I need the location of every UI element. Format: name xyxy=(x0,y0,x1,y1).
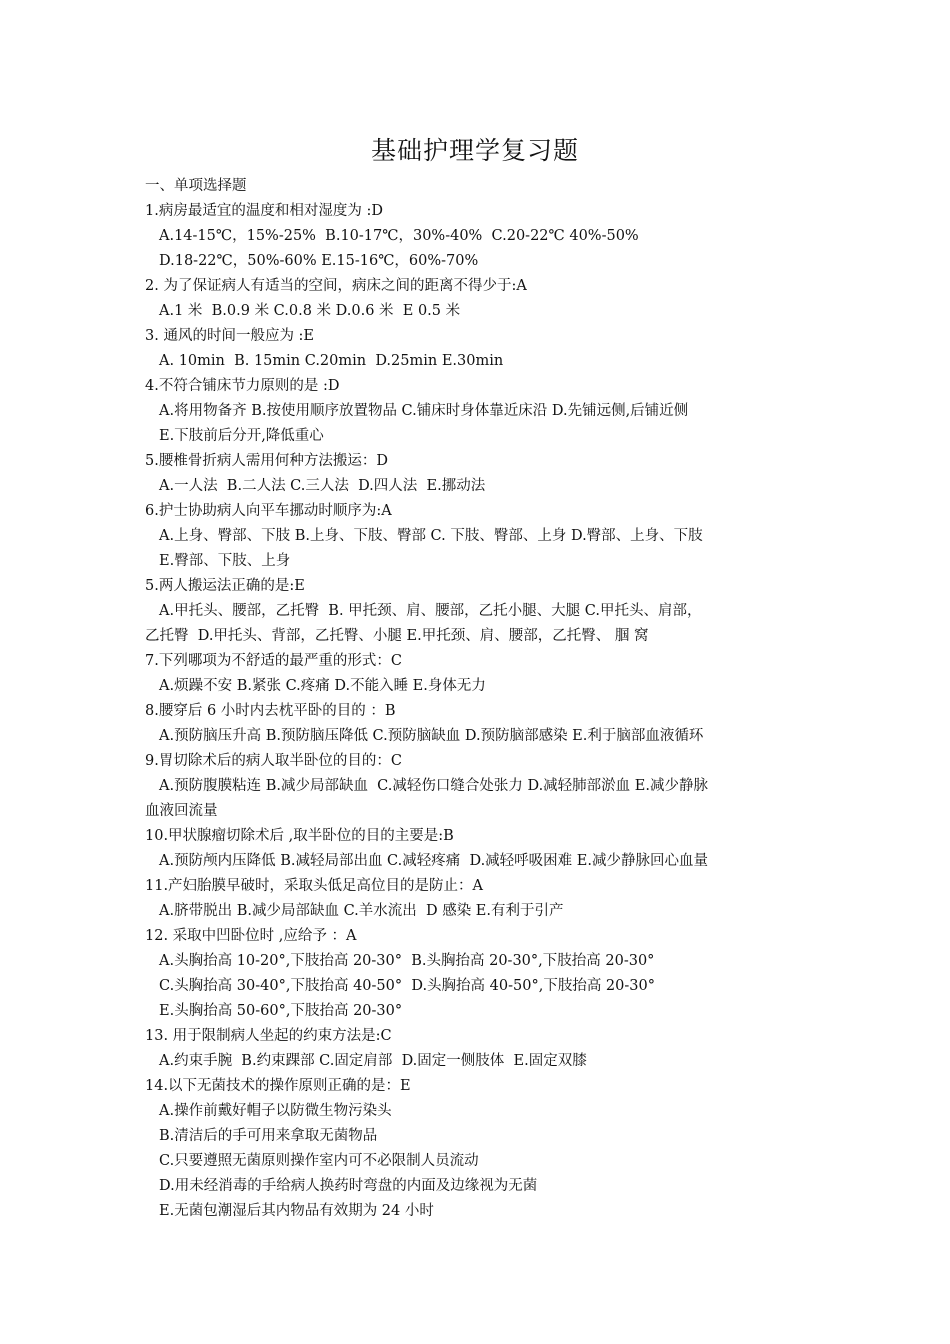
text-line: A.1 米 B.0.9 米 C.0.8 米 D.0.6 米 E 0.5 米 xyxy=(159,303,461,319)
text-line: E.头胸抬高 50-60°,下肢抬高 20-30° xyxy=(159,1003,403,1019)
text-line: A.预防腹膜粘连 B.减少局部缺血 C.减轻伤口缝合处张力 D.减轻肺部淤血 E.减少静脉 xyxy=(159,778,708,794)
document-body xyxy=(145,174,825,1224)
text-line: 5.腰椎骨折病人需用何种方法搬运：D xyxy=(145,453,388,469)
text-line: C.只要遵照无菌原则操作室内可不必限制人员流动 xyxy=(159,1153,479,1169)
text-line: 12. 采取中凹卧位时 ,应给予 ：A xyxy=(145,928,357,944)
text-line: A.脐带脱出 B.减少局部缺血 C.羊水流出 D 感染 E.有利于引产 xyxy=(159,903,564,919)
text-line: A.烦躁不安 B.紧张 C.疼痛 D.不能入睡 E.身体无力 xyxy=(159,678,486,694)
text-line: 10.甲状腺瘤切除术后 ,取半卧位的目的主要是:B xyxy=(145,828,454,844)
text-line: A.上身、臀部、下肢 B.上身、下肢、臀部 C. 下肢、臀部、上身 D.臀部、上身、下肢 xyxy=(159,528,703,544)
text-line: A.约束手腕 B.约束踝部 C.固定肩部 D.固定一侧肢体 E.固定双膝 xyxy=(159,1053,587,1069)
text-line: D.用未经消毒的手给病人换药时弯盘的内面及边缘视为无菌 xyxy=(159,1178,538,1194)
text-line: 8.腰穿后 6 小时内去枕平卧的目的 ：B xyxy=(145,703,396,719)
text-line: E.无菌包潮湿后其内物品有效期为 24 小时 xyxy=(159,1203,434,1219)
text-line: 2. 为了保证病人有适当的空间，病床之间的距离不得少于:A xyxy=(145,278,527,294)
text-line: 5.两人搬运法正确的是:E xyxy=(145,578,305,594)
text-line: A.头胸抬高 10-20°,下肢抬高 20-30° B.头胸抬高 20-30°,下肢抬高 20-30° xyxy=(159,953,655,969)
page-title: 基础护理学复习题 xyxy=(370,136,579,165)
text-line: A.一人法 B.二人法 C.三人法 D.四人法 E.挪动法 xyxy=(159,478,486,494)
text-line: A.预防脑压升高 B.预防脑压降低 C.预防脑缺血 D.预防脑部感染 E.利于脑部血液循环 xyxy=(159,728,704,744)
text-line: D.18-22℃，50%-60% E.15-16℃，60%-70% xyxy=(159,253,479,269)
text-line: C.头胸抬高 30-40°,下肢抬高 40-50° D.头胸抬高 40-50°,下肢抬高 20-30° xyxy=(159,978,655,994)
text-line: 9.胃切除术后的病人取半卧位的目的：C xyxy=(145,753,402,769)
text-line: A.14-15℃，15%-25% B.10-17℃，30%-40% C.20-22℃ 40%-50% xyxy=(159,228,639,244)
text-line: 13. 用于限制病人坐起的约束方法是:C xyxy=(145,1028,392,1044)
text-line: 乙托臀 D.甲托头、背部，乙托臀、小腿 E.甲托颈、肩、腰部，乙托臀、 腘 窝 xyxy=(145,628,649,644)
text-line: B.清洁后的手可用来拿取无菌物品 xyxy=(159,1128,378,1144)
text-line: 7.下列哪项为不舒适的最严重的形式：C xyxy=(145,653,402,669)
text-line: 4.不符合铺床节力原则的是 :D xyxy=(145,378,340,394)
text-line: 血液回流量 xyxy=(145,803,218,819)
text-line: 11.产妇胎膜早破时，采取头低足高位目的是防止：A xyxy=(145,878,484,894)
text-line: 3. 通风的时间一般应为 :E xyxy=(145,328,315,344)
text-line: A.操作前戴好帽子以防微生物污染头 xyxy=(159,1103,392,1119)
text-line: A.将用物备齐 B.按使用顺序放置物品 C.铺床时身体靠近床沿 D.先铺远侧,后铺近侧 xyxy=(159,403,689,419)
text-line: A.预防颅内压降低 B.减轻局部出血 C.减轻疼痛 D.减轻呼吸困难 E.减少静脉回心血量 xyxy=(159,853,708,869)
text-line: 1.病房最适宜的温度和相对湿度为 :D xyxy=(145,203,383,219)
text-line: E.下肢前后分开,降低重心 xyxy=(159,428,324,444)
text-line: A. 10min B. 15min C.20min D.25min E.30min xyxy=(159,353,504,369)
text-line: 6.护士协助病人向平车挪动时顺序为:A xyxy=(145,503,392,519)
text-line: 一、单项选择题 xyxy=(145,178,247,194)
text-line: A.甲托头、腰部，乙托臀 B. 甲托颈、肩、腰部，乙托小腿、大腿 C.甲托头、肩部， xyxy=(159,603,702,619)
text-line: 14.以下无菌技术的操作原则正确的是：E xyxy=(145,1078,411,1094)
text-line: E.臀部、下肢、上身 xyxy=(159,553,291,569)
